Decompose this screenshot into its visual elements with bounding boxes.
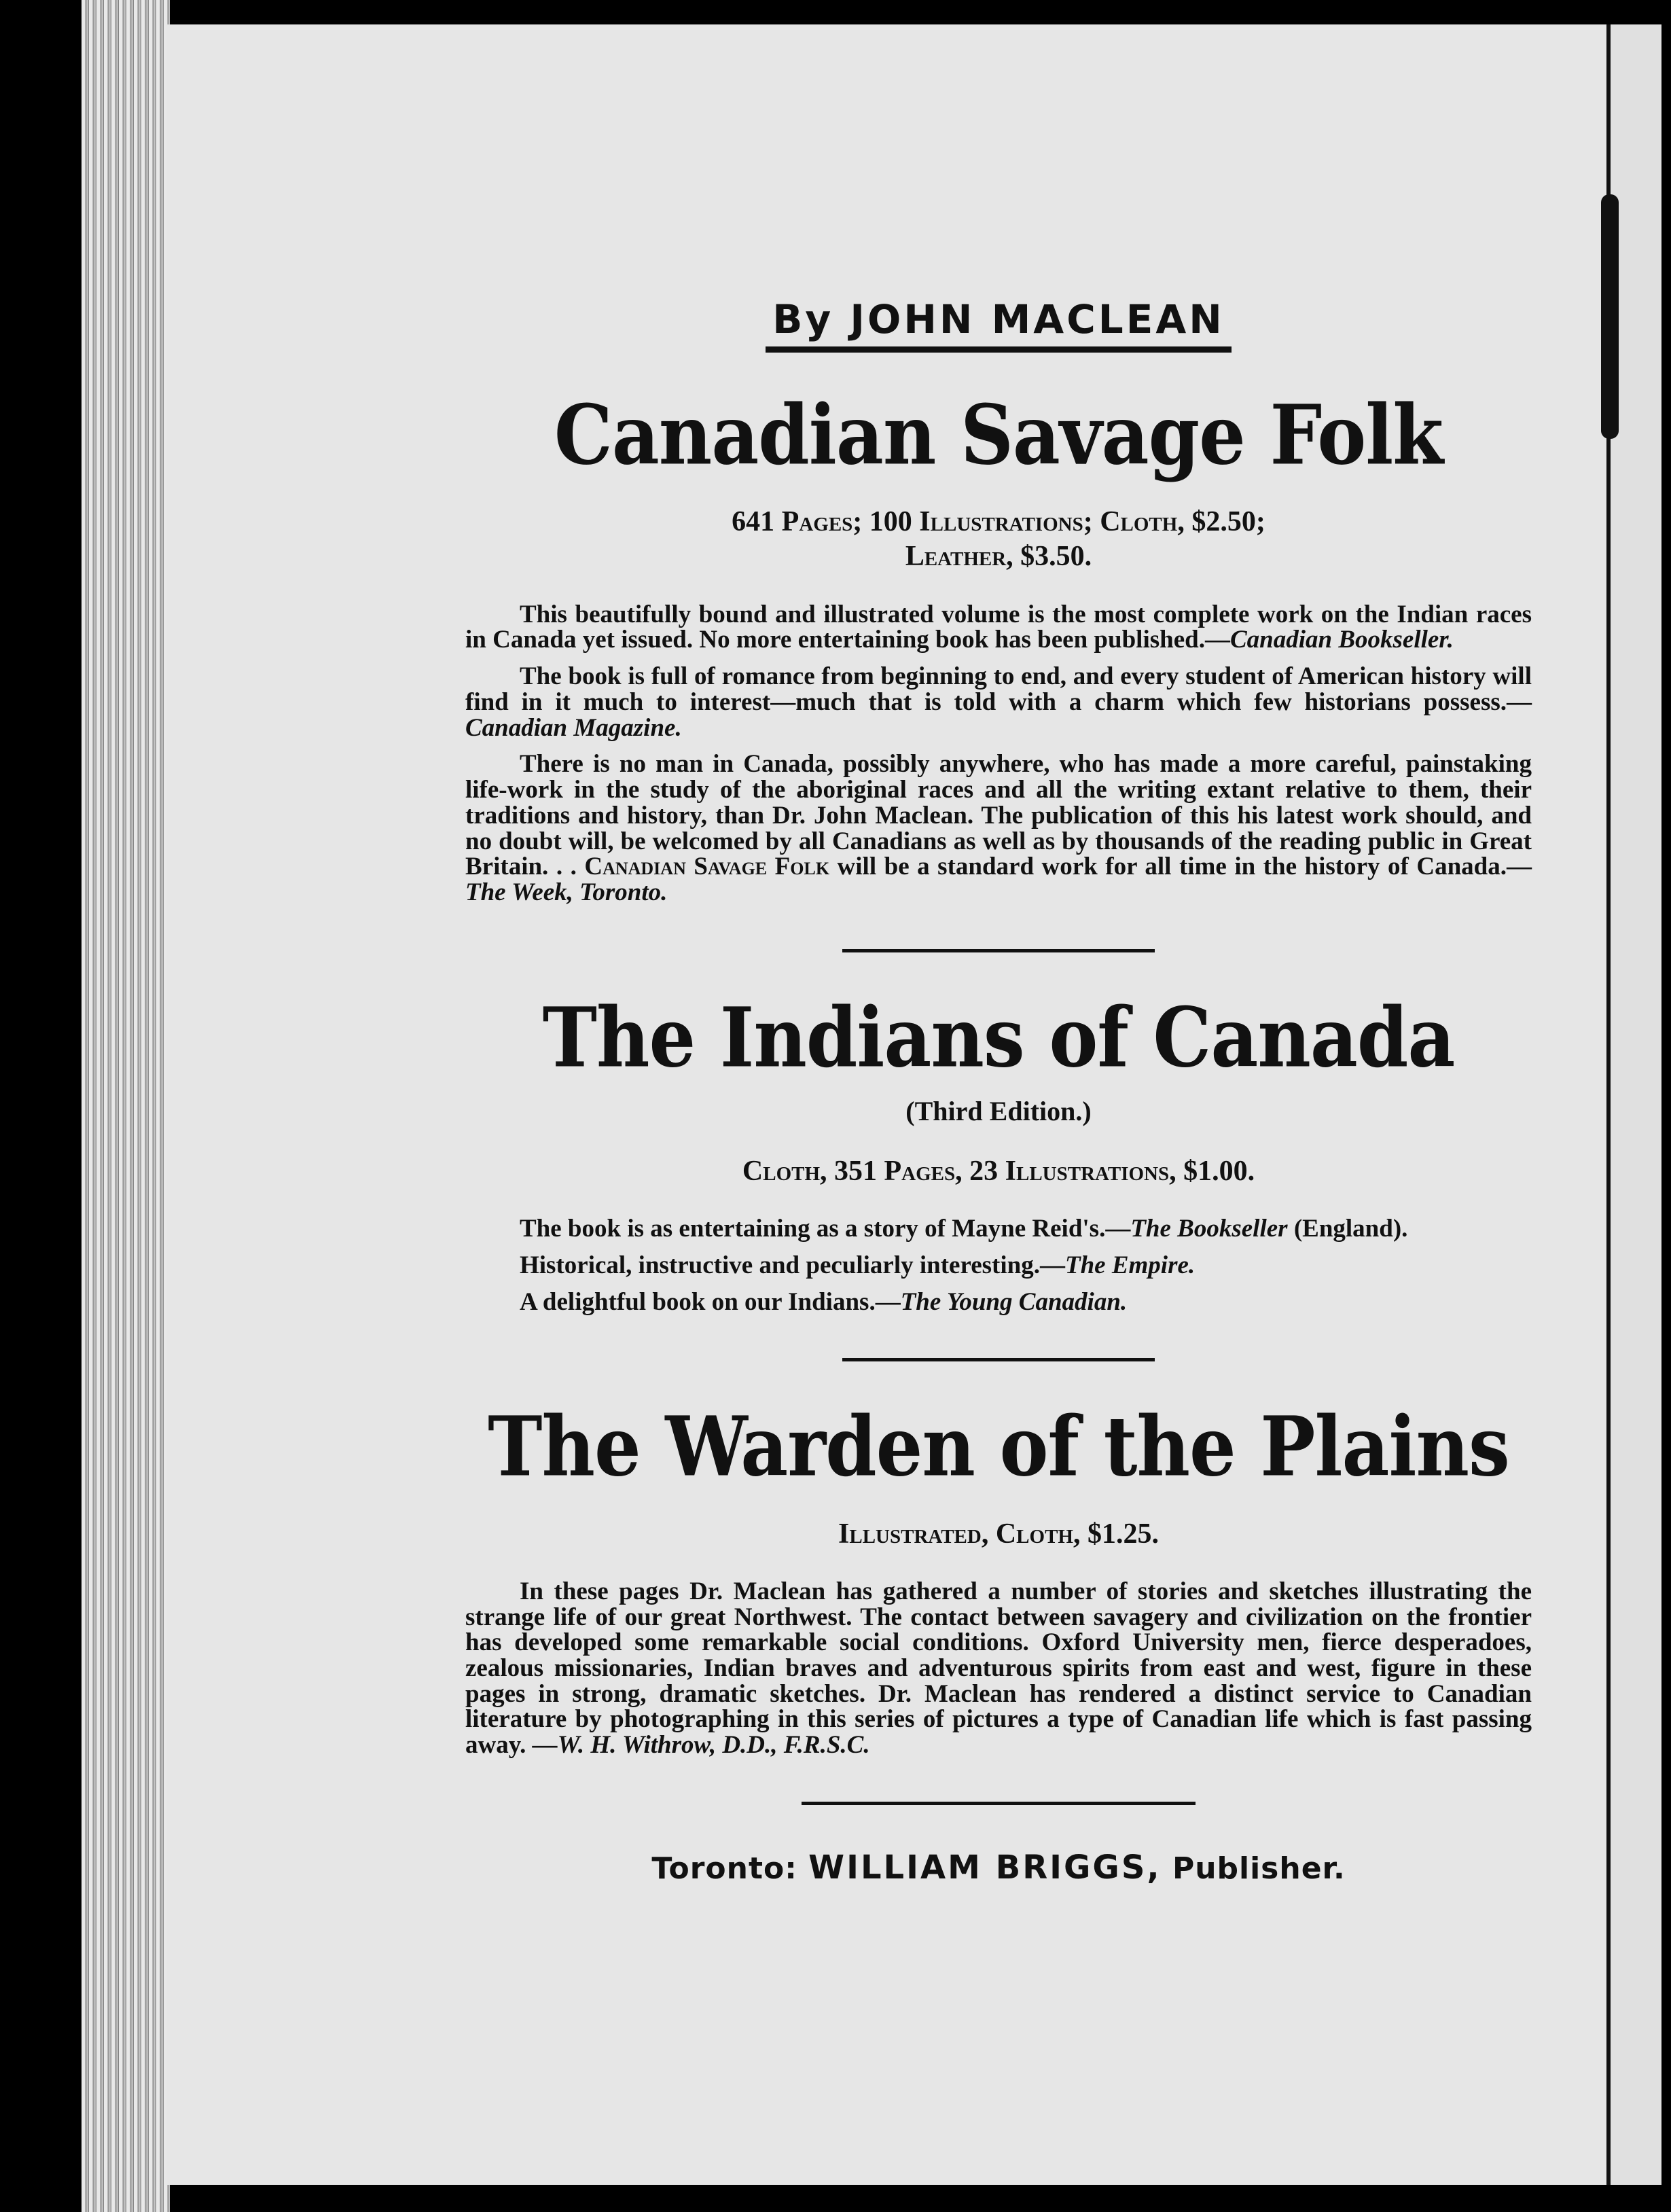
- binding-mark: [1601, 194, 1619, 439]
- book-indians-of-canada: [465, 990, 1532, 1316]
- book-warden-of-the-plains: [465, 1399, 1532, 1760]
- book-edition: (Third Edition.): [905, 1095, 1092, 1126]
- quote-text: The book is full of romance from beginning to end, and every student of American history will find in it much to interest—much that is told with a charm which few historians possess.—: [465, 662, 1532, 716]
- specs-line: Leather, $3.50.: [905, 541, 1092, 573]
- quote-title-ref: Canadian Savage Folk: [584, 853, 830, 881]
- review-quote: [465, 1289, 1532, 1315]
- publisher-name: WILLIAM BRIGGS,: [808, 1848, 1162, 1887]
- page: [166, 24, 1606, 2185]
- quote-after: (England).: [1287, 1215, 1408, 1243]
- review-quote: [465, 1216, 1532, 1242]
- quote-source: Canadian Magazine.: [465, 713, 682, 742]
- publisher-role: Publisher.: [1172, 1851, 1346, 1886]
- quote-source: The Empire.: [1064, 1251, 1196, 1279]
- book-title: The Indians of Canada: [542, 990, 1455, 1086]
- specs-line: Illustrated, Cloth, $1.25.: [838, 1518, 1159, 1550]
- book-specs: [465, 1517, 1532, 1552]
- quote-text: A delightful book on our Indians.—: [520, 1287, 901, 1316]
- quote-source: Canadian Bookseller.: [1229, 626, 1454, 654]
- publisher-line: [465, 1849, 1532, 1887]
- quote-text: In these pages Dr. Maclean has gathered a number of stories and sketches illustrating the strange life of our great Northwest. The contact between savagery and civilization on the frontier has developed some remarkable social conditions. Oxford University men, fierce desperadoes, zealous missionaries, Indian braves and adventurous spirits from east and west, figure in these pages in strong, dramatic sketches. Dr. Maclean has rendered a distinct service to Canadian literature by photographing in this series of pictures a type of Canadian life which is fast passing away.: [465, 1577, 1532, 1760]
- specs-line: 641 Pages; 100 Illustrations; Cloth, $2.50;: [732, 506, 1265, 538]
- quote-text: The book is as entertaining as a story of Mayne Reid's.—: [520, 1215, 1131, 1243]
- book-specs: [465, 1154, 1532, 1189]
- quote-text: Historical, instructive and peculiarly interesting.—: [520, 1251, 1065, 1279]
- review-quote: [465, 664, 1532, 741]
- author-line: [465, 296, 1532, 353]
- quote-text: This beautifully bound and illustrated volume is the most complete work on the Indian races in Canada yet issued. No more entertaining book has been published.—: [465, 600, 1532, 654]
- facing-page-edge: [1606, 24, 1661, 2185]
- specs-line: Cloth, 351 Pages, 23 Illustrations, $1.00.: [742, 1155, 1255, 1187]
- divider-rule: [842, 949, 1155, 952]
- quote-text: will be a standard work for all time in the history of Canada.—: [829, 853, 1532, 881]
- review-quote: [465, 602, 1532, 653]
- quote-text: There is no man in Canada, possibly anywhere, who has made a more careful, painstaking life-work in the study of the aboriginal races and all the writing extant relative to them, their traditions and history, than Dr. John Maclean. The publication of this his latest work should, and no doubt will, be welcomed by all Canadians as well as by thousands of the reading public in Great Britain. . .: [465, 750, 1532, 881]
- advertisement-content: [465, 296, 1532, 1887]
- quote-source: The Bookseller: [1130, 1215, 1288, 1243]
- divider-rule: [802, 1802, 1196, 1805]
- quote-source: The Young Canadian.: [900, 1287, 1128, 1316]
- author-heading: By JOHN MACLEAN: [766, 296, 1232, 353]
- book-canadian-savage-folk: [465, 387, 1532, 906]
- book-title: Canadian Savage Folk: [554, 387, 1443, 484]
- review-quote: [465, 1579, 1532, 1758]
- quote-source: —W. H. Withrow, D.D., F.R.S.C.: [532, 1731, 870, 1760]
- book-specs: [465, 505, 1532, 574]
- review-quote: [465, 1253, 1532, 1279]
- publisher-city: Toronto:: [651, 1851, 797, 1886]
- divider-rule: [842, 1358, 1155, 1361]
- book-page-edges: [82, 0, 170, 2212]
- quote-source: The Week, Toronto.: [465, 878, 668, 906]
- book-title: The Warden of the Plains: [488, 1399, 1509, 1495]
- review-quote: [465, 751, 1532, 905]
